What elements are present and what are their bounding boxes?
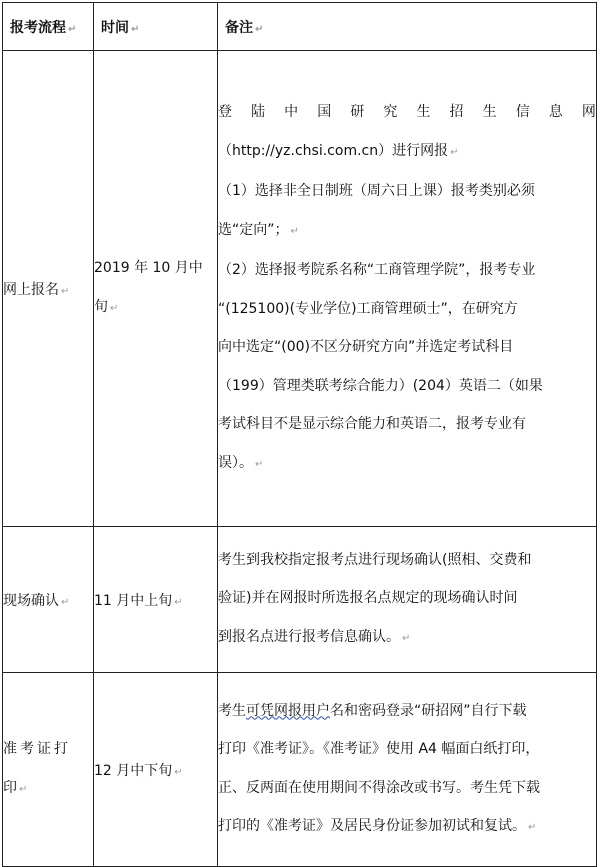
note-char: 息: [548, 104, 563, 120]
stage-cell: 现场确认 ↵: [3, 527, 94, 673]
application-process-table: [2, 2, 597, 867]
stage-cell: 网上报名 ↵: [3, 51, 94, 527]
note-char: 中: [284, 104, 299, 120]
note-char: 国: [317, 104, 332, 120]
note-char: 登: [218, 104, 232, 120]
note-char: 究: [383, 104, 398, 120]
note-char: 生: [416, 104, 431, 120]
note-char: 陆: [251, 104, 266, 120]
time-cell: 12 月中下旬 ↵: [94, 673, 218, 867]
stage-cell: 准考证打 印 ↵: [3, 673, 94, 867]
time-cell: 2019 年 10 月中 旬 ↵: [94, 51, 218, 527]
table-header-row: [3, 3, 597, 51]
note-char: 研: [350, 104, 365, 120]
header-time: 时间 ↵: [94, 3, 218, 51]
table-row-online-registration: [3, 51, 597, 527]
note-cell: 考生到我校指定报考点进行现场确认(照相、交费和 验证)并在网报时所选报名点规定的现场确认时间 到报名点进行报考信息确认。 ↵: [218, 527, 597, 673]
header-note: 备注 ↵: [218, 3, 597, 51]
note-cell: 登 陆 中 国 研 究 生 招 生 信 息 网 （http://yz.chsi.com.cn）进行网报 ↵ （1）选择非全日制班（周六日上课）报考类别必须 选“定向”； ↵ （2）选择报考院系名称“工商管理学院”，报考专业 “(125100)(专业学位)工商管理硕士”，在研究方 向中选定“(00)不区分研究方向”并选定考试科目 （199）管理类联考综合能力）(204）英语二（如果 考试科目不是显示综合能力和英语二，报考专业有 误）。 ↵: [218, 51, 597, 527]
note-char: 招: [449, 104, 464, 120]
note-line: [218, 93, 596, 132]
note-cell: 考生可凭网报用户名和密码登录“研招网”自行下载 打印《准考证》。《准考证》使用 A4 幅面白纸打印， 正、反两面在使用期间不得涂改或书写。考生凭下载 打印的《准考证》及居民身份证参加初试和复试。 ↵: [218, 673, 597, 867]
table-row-onsite-confirmation: [3, 527, 597, 673]
table-row-admission-ticket: [3, 673, 597, 867]
note-char: 信: [515, 104, 530, 120]
header-stage: 报考流程 ↵: [3, 3, 94, 51]
note-char: 网: [581, 104, 596, 120]
time-cell: 11 月中上旬 ↵: [94, 527, 218, 673]
note-char: 生: [482, 104, 497, 120]
spellcheck-underline: 可凭网报用户: [246, 702, 330, 719]
